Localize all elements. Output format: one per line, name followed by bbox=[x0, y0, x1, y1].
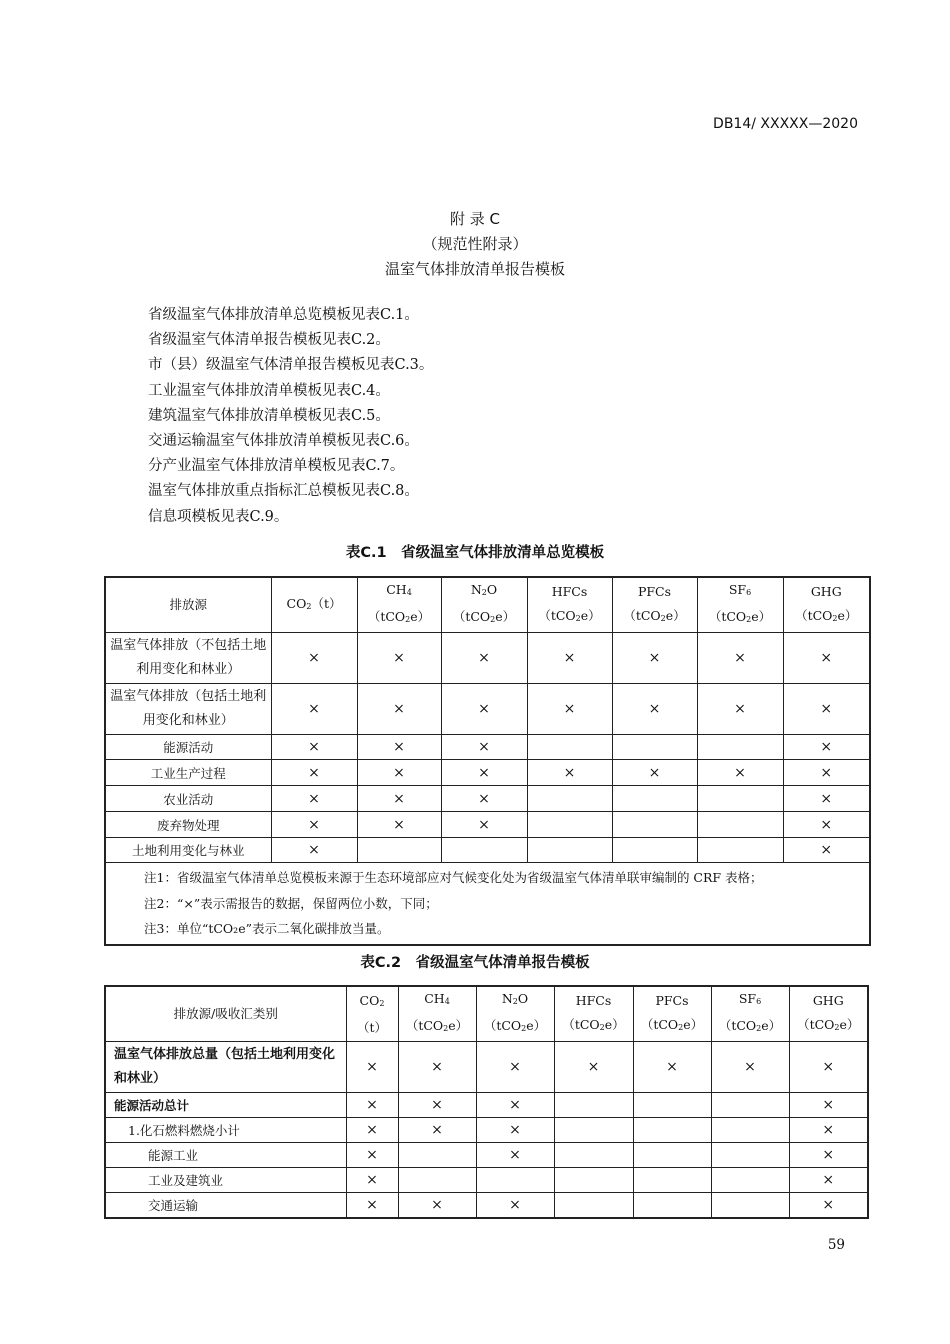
table-cell bbox=[554, 1118, 633, 1143]
intro-line: 市（县）级温室气体清单报告模板见表C.3。 bbox=[148, 357, 434, 374]
table-cell bbox=[554, 1093, 633, 1118]
col-header-n2o: $N_2O(tCO_2e)$ bbox=[441, 577, 527, 633]
table-row bbox=[105, 1168, 868, 1193]
table-c2-header-row bbox=[105, 986, 868, 1042]
table-cell: × bbox=[554, 1042, 633, 1093]
table-cell bbox=[633, 1143, 711, 1168]
table-cell bbox=[554, 1193, 633, 1218]
table-cell bbox=[612, 838, 697, 863]
table-cell bbox=[554, 1143, 633, 1168]
table-c1 bbox=[104, 576, 871, 946]
table-cell bbox=[612, 786, 697, 812]
table-cell bbox=[633, 1118, 711, 1143]
intro-line: 省级温室气体排放清单总览模板见表C.1。 bbox=[148, 307, 419, 323]
table-note: 注2：“×”表示需报告的数据，保留两位小数，下同； bbox=[144, 895, 438, 911]
table-row bbox=[105, 735, 870, 760]
table-cell: × bbox=[789, 1093, 868, 1118]
table-cell bbox=[697, 735, 783, 760]
table-cell: × bbox=[527, 633, 612, 684]
table-cell bbox=[711, 1193, 789, 1218]
table-cell bbox=[476, 1168, 554, 1193]
table-row bbox=[105, 1118, 868, 1143]
appendix-title: 温室气体排放清单报告模板 bbox=[384, 260, 565, 278]
intro-line: 温室气体排放重点指标汇总模板见表C.8。 bbox=[148, 483, 419, 500]
col-header-co2: $CO_2(t)$ bbox=[271, 577, 357, 633]
table-cell: × bbox=[346, 1168, 398, 1193]
table-cell: × bbox=[441, 760, 527, 786]
table-cell: × bbox=[271, 812, 357, 838]
table-cell bbox=[398, 1168, 476, 1193]
intro-line: 省级温室气体清单报告模板见表C.2。 bbox=[148, 332, 390, 349]
table-note: 注1：省级温室气体清单总览模板来源于生态环境部应对气候变化处为省级温室气体清单联审编制的 CRF 表格； bbox=[144, 870, 763, 885]
table-cell: × bbox=[346, 1143, 398, 1168]
table-cell bbox=[711, 1168, 789, 1193]
col-header-ch4: $CH_4$ （tCO$_2$e） bbox=[398, 986, 476, 1042]
table-cell bbox=[711, 1093, 789, 1118]
table-cell: × bbox=[633, 1042, 711, 1093]
table-cell: × bbox=[441, 633, 527, 684]
col-header-source: 排放源/吸收汇类别 bbox=[105, 986, 346, 1042]
table-cell bbox=[711, 1118, 789, 1143]
table-cell: × bbox=[697, 760, 783, 786]
table-cell bbox=[697, 812, 783, 838]
table-cell: × bbox=[271, 838, 357, 863]
table-cell: × bbox=[476, 1042, 554, 1093]
table-cell: × bbox=[476, 1143, 554, 1168]
table-cell: × bbox=[398, 1118, 476, 1143]
intro-line: 建筑温室气体排放清单模板见表C.5。 bbox=[148, 407, 390, 424]
table-cell: × bbox=[357, 684, 441, 735]
table-cell: × bbox=[783, 633, 870, 684]
row-label: 温室气体排放总量（包括土地利用变化和林业） bbox=[105, 1042, 346, 1093]
row-label: 温室气体排放（不包括土地利用变化和林业） bbox=[105, 633, 271, 684]
table-cell: × bbox=[783, 786, 870, 812]
table-cell bbox=[612, 812, 697, 838]
row-label: 能源活动 bbox=[105, 735, 271, 760]
col-header-co2: $CO_2$ （t） bbox=[346, 986, 398, 1042]
col-header-ghg: GHG （tCO$_2$e） bbox=[783, 577, 870, 633]
table-cell bbox=[711, 1143, 789, 1168]
table-cell bbox=[633, 1093, 711, 1118]
row-label: 交通运输 bbox=[105, 1193, 346, 1218]
row-label: 土地利用变化与林业 bbox=[105, 838, 271, 863]
col-header-n2o: $N_2O$ （tCO$_2$e） bbox=[476, 986, 554, 1042]
table-cell: × bbox=[441, 684, 527, 735]
intro-line: 工业温室气体排放清单模板见表C.4。 bbox=[148, 382, 390, 399]
table-cell: × bbox=[271, 684, 357, 735]
row-label: 工业及建筑业 bbox=[105, 1168, 346, 1193]
row-label: 能源工业 bbox=[105, 1143, 346, 1168]
col-header-pfcs: PFCs （tCO$_2$e） bbox=[612, 577, 697, 633]
table-cell: × bbox=[789, 1168, 868, 1193]
table-cell: × bbox=[398, 1193, 476, 1218]
table-cell: × bbox=[527, 760, 612, 786]
table-cell: × bbox=[346, 1042, 398, 1093]
table-cell bbox=[554, 1168, 633, 1193]
table-row bbox=[105, 1143, 868, 1168]
table-cell: × bbox=[476, 1193, 554, 1218]
table-cell: × bbox=[711, 1042, 789, 1093]
table-cell: × bbox=[612, 760, 697, 786]
table-cell: × bbox=[783, 838, 870, 863]
table-cell: × bbox=[789, 1193, 868, 1218]
table-row bbox=[105, 633, 870, 684]
col-header-hfcs: HFCs （tCO$_2$e） bbox=[554, 986, 633, 1042]
table-row bbox=[105, 684, 870, 735]
table-cell: × bbox=[346, 1093, 398, 1118]
table-cell: × bbox=[357, 760, 441, 786]
table-note: 注3：单位“tCO₂e”表示二氧化碳排放当量。 bbox=[144, 921, 390, 936]
table-cell: × bbox=[346, 1118, 398, 1143]
table-cell: × bbox=[346, 1193, 398, 1218]
table-cell: × bbox=[357, 633, 441, 684]
appendix-type: （规范性附录） bbox=[422, 235, 528, 253]
row-label: 工业生产过程 bbox=[105, 760, 271, 786]
table-cell: × bbox=[357, 812, 441, 838]
table-cell: × bbox=[476, 1118, 554, 1143]
table-cell: × bbox=[612, 684, 697, 735]
table-cell: × bbox=[271, 760, 357, 786]
document-code: DB14/ XXXXX—2020 bbox=[713, 116, 858, 132]
table-cell: × bbox=[783, 735, 870, 760]
table-cell bbox=[633, 1168, 711, 1193]
row-label: 能源活动总计 bbox=[105, 1093, 346, 1118]
table-cell: × bbox=[697, 633, 783, 684]
col-header-source: 排放源 bbox=[105, 577, 271, 633]
table-cell bbox=[527, 735, 612, 760]
table-cell: × bbox=[398, 1093, 476, 1118]
table-cell: × bbox=[789, 1118, 868, 1143]
table-cell: × bbox=[789, 1143, 868, 1168]
table-row bbox=[105, 812, 870, 838]
table-cell: × bbox=[441, 812, 527, 838]
table-cell: × bbox=[476, 1093, 554, 1118]
table-cell bbox=[697, 838, 783, 863]
table-cell: × bbox=[441, 786, 527, 812]
table-c2-caption: 表C.2 省级温室气体清单报告模板 bbox=[360, 955, 590, 971]
table-notes-row bbox=[105, 863, 870, 945]
table-cell: × bbox=[789, 1042, 868, 1093]
appendix-label: 附 录 C bbox=[449, 210, 500, 228]
table-cell bbox=[633, 1193, 711, 1218]
table-cell bbox=[527, 838, 612, 863]
row-label: 废弃物处理 bbox=[105, 812, 271, 838]
table-cell: × bbox=[783, 684, 870, 735]
table-cell: × bbox=[271, 735, 357, 760]
table-cell bbox=[527, 812, 612, 838]
table-cell bbox=[441, 838, 527, 863]
table-notes bbox=[105, 863, 870, 945]
row-label: 温室气体排放（包括土地利用变化和林业） bbox=[105, 684, 271, 735]
col-header-hfcs: HFCs （tCO$_2$e） bbox=[527, 577, 612, 633]
table-cell: × bbox=[697, 684, 783, 735]
table-cell bbox=[398, 1143, 476, 1168]
col-header-ch4: $CH_4(tCO_2e)$ bbox=[357, 577, 441, 633]
table-row bbox=[105, 760, 870, 786]
table-cell bbox=[612, 735, 697, 760]
col-header-pfcs: PFCs （tCO$_2$e） bbox=[633, 986, 711, 1042]
table-cell bbox=[697, 786, 783, 812]
intro-list bbox=[148, 303, 433, 530]
table-row bbox=[105, 1193, 868, 1218]
table-cell: × bbox=[612, 633, 697, 684]
intro-line: 交通运输温室气体排放清单模板见表C.6。 bbox=[148, 432, 419, 449]
table-row bbox=[105, 786, 870, 812]
table-cell bbox=[527, 786, 612, 812]
table-cell: × bbox=[783, 812, 870, 838]
table-cell: × bbox=[357, 786, 441, 812]
table-cell: × bbox=[398, 1042, 476, 1093]
table-c1-header-row bbox=[105, 577, 870, 633]
row-label: 1.化石燃料燃烧小计 bbox=[105, 1118, 346, 1143]
table-cell: × bbox=[271, 633, 357, 684]
table-cell: × bbox=[271, 786, 357, 812]
table-row bbox=[105, 838, 870, 863]
col-header-sf6: $SF_6(tCO_2e)$ bbox=[697, 577, 783, 633]
intro-line: 分产业温室气体排放清单模板见表C.7。 bbox=[148, 458, 405, 475]
col-header-sf6: $SF_6$ （tCO$_2$e） bbox=[711, 986, 789, 1042]
page-number: 59 bbox=[827, 1237, 845, 1253]
table-c1-caption: 表C.1 省级温室气体排放清单总览模板 bbox=[345, 545, 605, 561]
table-row bbox=[105, 1093, 868, 1118]
col-header-ghg: GHG （tCO$_2$e） bbox=[789, 986, 868, 1042]
table-cell: × bbox=[783, 760, 870, 786]
table-cell bbox=[357, 838, 441, 863]
table-c2 bbox=[104, 985, 869, 1219]
table-cell: × bbox=[357, 735, 441, 760]
table-row bbox=[105, 1042, 868, 1093]
table-cell: × bbox=[441, 735, 527, 760]
table-cell: × bbox=[527, 684, 612, 735]
row-label: 农业活动 bbox=[105, 786, 271, 812]
intro-line: 信息项模板见表C.9。 bbox=[148, 508, 289, 525]
